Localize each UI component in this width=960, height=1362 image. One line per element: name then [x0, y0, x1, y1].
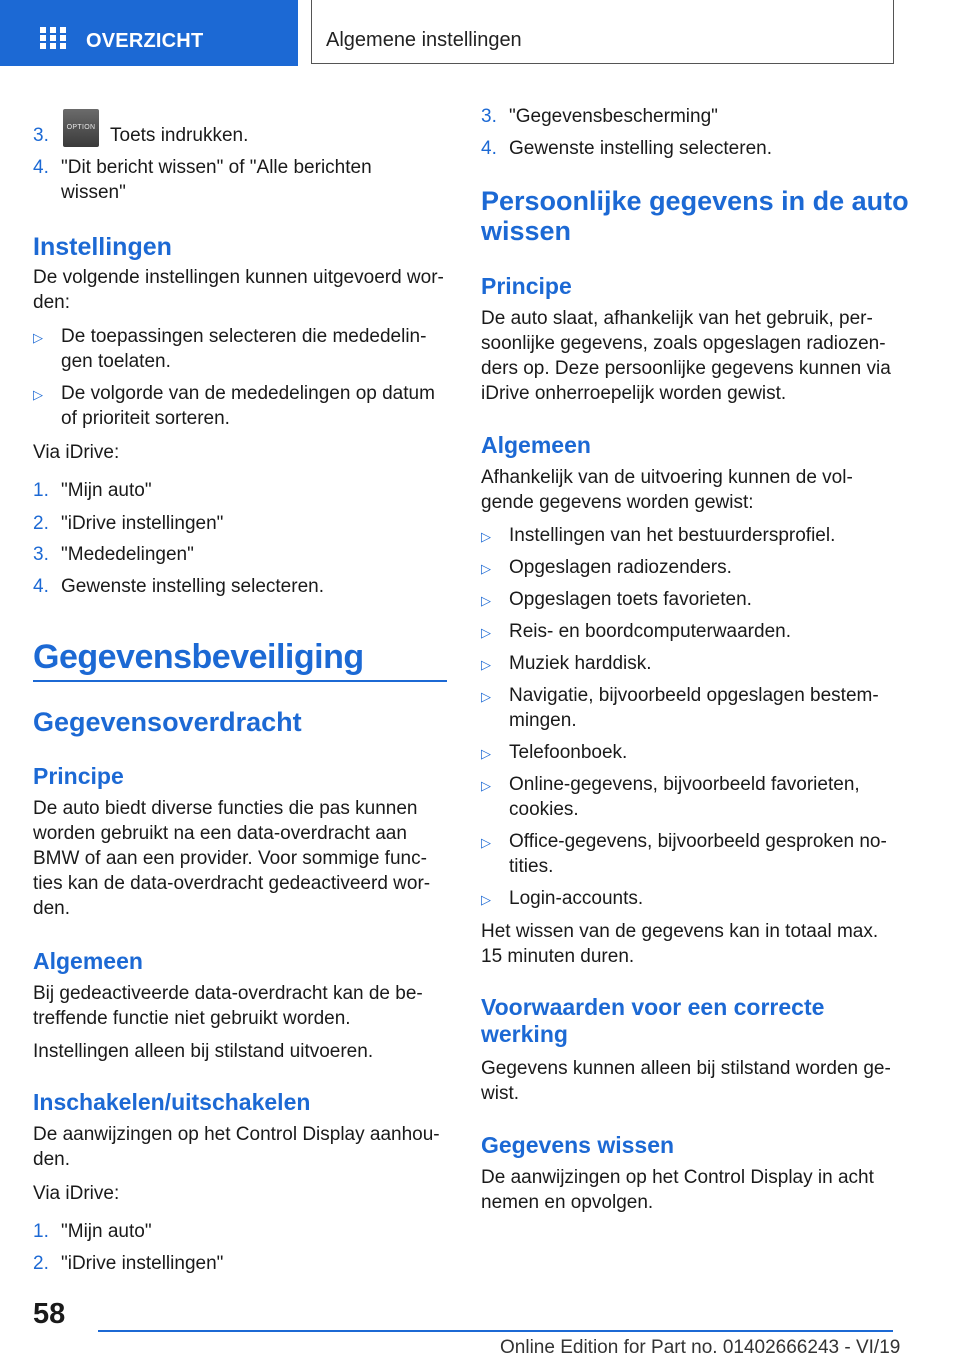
triangle-right-icon: ▷ [481, 689, 491, 704]
subheading-inschakelen: Inschakelen/uitschakelen [33, 1089, 311, 1115]
bullet-text: De toepassingen selecteren die mededelin- [61, 326, 427, 347]
grid-icon [40, 27, 68, 49]
subheading-algemeen: Algemeen [33, 948, 143, 974]
paragraph-line: BMW of aan een provider. Voor sommige func- [33, 848, 427, 869]
paragraph-line: Bij gedeactiveerde data-overdracht kan de be- [33, 983, 423, 1004]
triangle-right-icon: ▷ [481, 778, 491, 793]
paragraph-line: Afhankelijk van de uitvoering kunnen de vol- [481, 467, 853, 488]
list-number: 1. [33, 1221, 49, 1242]
list-number: 2. [33, 1253, 49, 1274]
triangle-right-icon: ▷ [481, 892, 491, 907]
section-title-cont: wissen [481, 216, 572, 246]
bullet-text-cont: tities. [509, 856, 554, 877]
list-text-cont: wissen" [61, 182, 126, 203]
paragraph-line: nemen en opvolgen. [481, 1192, 654, 1213]
triangle-right-icon: ▷ [481, 746, 491, 761]
paragraph-line: worden gebruikt na een data-overdracht aan [33, 823, 407, 844]
paragraph: Via iDrive: [33, 442, 120, 463]
bullet-text: Telefoonboek. [509, 742, 628, 763]
subheading-voorwaarden-cont: werking [481, 1021, 568, 1047]
subheading-principe: Principe [33, 763, 124, 789]
tab-overview-label: OVERZICHT [86, 30, 204, 52]
edition-info: Online Edition for Part no. 01402666243 - VI/19 [500, 1337, 901, 1358]
bullet-text: Opgeslagen toets favorieten. [509, 589, 752, 610]
tab-section-label: Algemene instellingen [326, 29, 522, 51]
paragraph: De volgende instellingen kunnen uitgevoerd wor- [33, 267, 444, 288]
tab-overview[interactable] [0, 0, 298, 66]
bullet-text: Office-gegevens, bijvoorbeeld gesproken no- [509, 831, 887, 852]
bullet-text: Opgeslagen radiozenders. [509, 557, 732, 578]
paragraph-line: wist. [481, 1083, 519, 1104]
bullet-text-cont: gen toelaten. [61, 351, 171, 372]
bullet-text-cont: mingen. [509, 710, 577, 731]
triangle-right-icon: ▷ [33, 330, 43, 345]
triangle-right-icon: ▷ [481, 529, 491, 544]
subheading-algemeen: Algemeen [481, 432, 591, 458]
paragraph: Via iDrive: [33, 1183, 120, 1204]
paragraph-line: den. [33, 1149, 70, 1170]
list-number: 1. [33, 480, 49, 501]
paragraph-line: De aanwijzingen op het Control Display aanhou- [33, 1124, 440, 1145]
paragraph: den: [33, 292, 70, 313]
triangle-right-icon: ▷ [481, 593, 491, 608]
section-title: Persoonlijke gegevens in de auto [481, 186, 909, 216]
paragraph-line: Gegevens kunnen alleen bij stilstand worden ge- [481, 1058, 891, 1079]
paragraph-line: ders op. Deze persoonlijke gegevens kunnen via [481, 358, 891, 379]
list-number: 3. [33, 125, 49, 146]
subheading-gegevens-wissen: Gegevens wissen [481, 1132, 675, 1158]
list-number: 2. [33, 513, 49, 534]
heading-instellingen: Instellingen [33, 233, 172, 261]
option-button-icon: OPTION [63, 109, 99, 147]
paragraph-line: soonlijke gegevens, zoals opgeslagen radiozen- [481, 333, 886, 354]
chapter-rule [33, 680, 447, 682]
subheading-principe: Principe [481, 273, 572, 299]
list-number: 4. [481, 138, 497, 159]
paragraph-line: De aanwijzingen op het Control Display in acht [481, 1167, 874, 1188]
paragraph-line: gende gegevens worden gewist: [481, 492, 754, 513]
paragraph-line: Het wissen van de gegevens kan in totaal max. [481, 921, 879, 942]
paragraph-line: iDrive onherroepelijk worden gewist. [481, 383, 787, 404]
tab-section[interactable] [311, 0, 894, 64]
footer-rule [98, 1330, 893, 1332]
triangle-right-icon: ▷ [481, 835, 491, 850]
triangle-right-icon: ▷ [481, 625, 491, 640]
bullet-text: Online-gegevens, bijvoorbeeld favorieten, [509, 774, 860, 795]
chapter-title: Gegevensbeveiliging [33, 638, 364, 676]
list-text: "Gegevensbescherming" [509, 106, 718, 127]
bullet-text: Reis- en boordcomputerwaarden. [509, 621, 791, 642]
bullet-text-cont: cookies. [509, 799, 579, 820]
subheading-voorwaarden: Voorwaarden voor een correcte [481, 994, 825, 1020]
paragraph-line: treffende functie niet gebruikt worden. [33, 1008, 351, 1029]
paragraph-line: De auto slaat, afhankelijk van het gebruik, per- [481, 308, 873, 329]
page-number: 58 [33, 1298, 66, 1330]
list-number: 3. [481, 106, 497, 127]
list-text: "iDrive instellingen" [61, 513, 224, 534]
list-text: Toets indrukken. [110, 125, 249, 146]
list-text: "iDrive instellingen" [61, 1253, 224, 1274]
section-title: Gegevensoverdracht [33, 707, 302, 737]
list-text: "Mededelingen" [61, 544, 194, 565]
paragraph-line: 15 minuten duren. [481, 946, 635, 967]
bullet-text: Navigatie, bijvoorbeeld opgeslagen bestem- [509, 685, 879, 706]
bullet-text: Instellingen van het bestuurdersprofiel. [509, 525, 836, 546]
bullet-text: De volgorde van de mededelingen op datum [61, 383, 435, 404]
paragraph: Instellingen alleen bij stilstand uitvoeren. [33, 1041, 374, 1062]
triangle-right-icon: ▷ [481, 561, 491, 576]
list-number: 4. [33, 576, 49, 597]
triangle-right-icon: ▷ [33, 387, 43, 402]
list-text: Gewenste instelling selecteren. [509, 138, 772, 159]
triangle-right-icon: ▷ [481, 657, 491, 672]
list-text: "Mijn auto" [61, 1221, 152, 1242]
list-text: "Mijn auto" [61, 480, 152, 501]
top-navigation [0, 0, 960, 66]
paragraph-line: ties kan de data-overdracht gedeactiveerd wor- [33, 873, 431, 894]
bullet-text-cont: of prioriteit sorteren. [61, 408, 230, 429]
list-text: Gewenste instelling selecteren. [61, 576, 324, 597]
bullet-text: Login-accounts. [509, 888, 644, 909]
paragraph-line: den. [33, 898, 70, 919]
list-number: 4. [33, 157, 49, 178]
bullet-text: Muziek harddisk. [509, 653, 652, 674]
list-number: 3. [33, 544, 49, 565]
paragraph-line: De auto biedt diverse functies die pas kunnen [33, 798, 418, 819]
list-text: "Dit bericht wissen" of "Alle berichten [61, 157, 372, 178]
